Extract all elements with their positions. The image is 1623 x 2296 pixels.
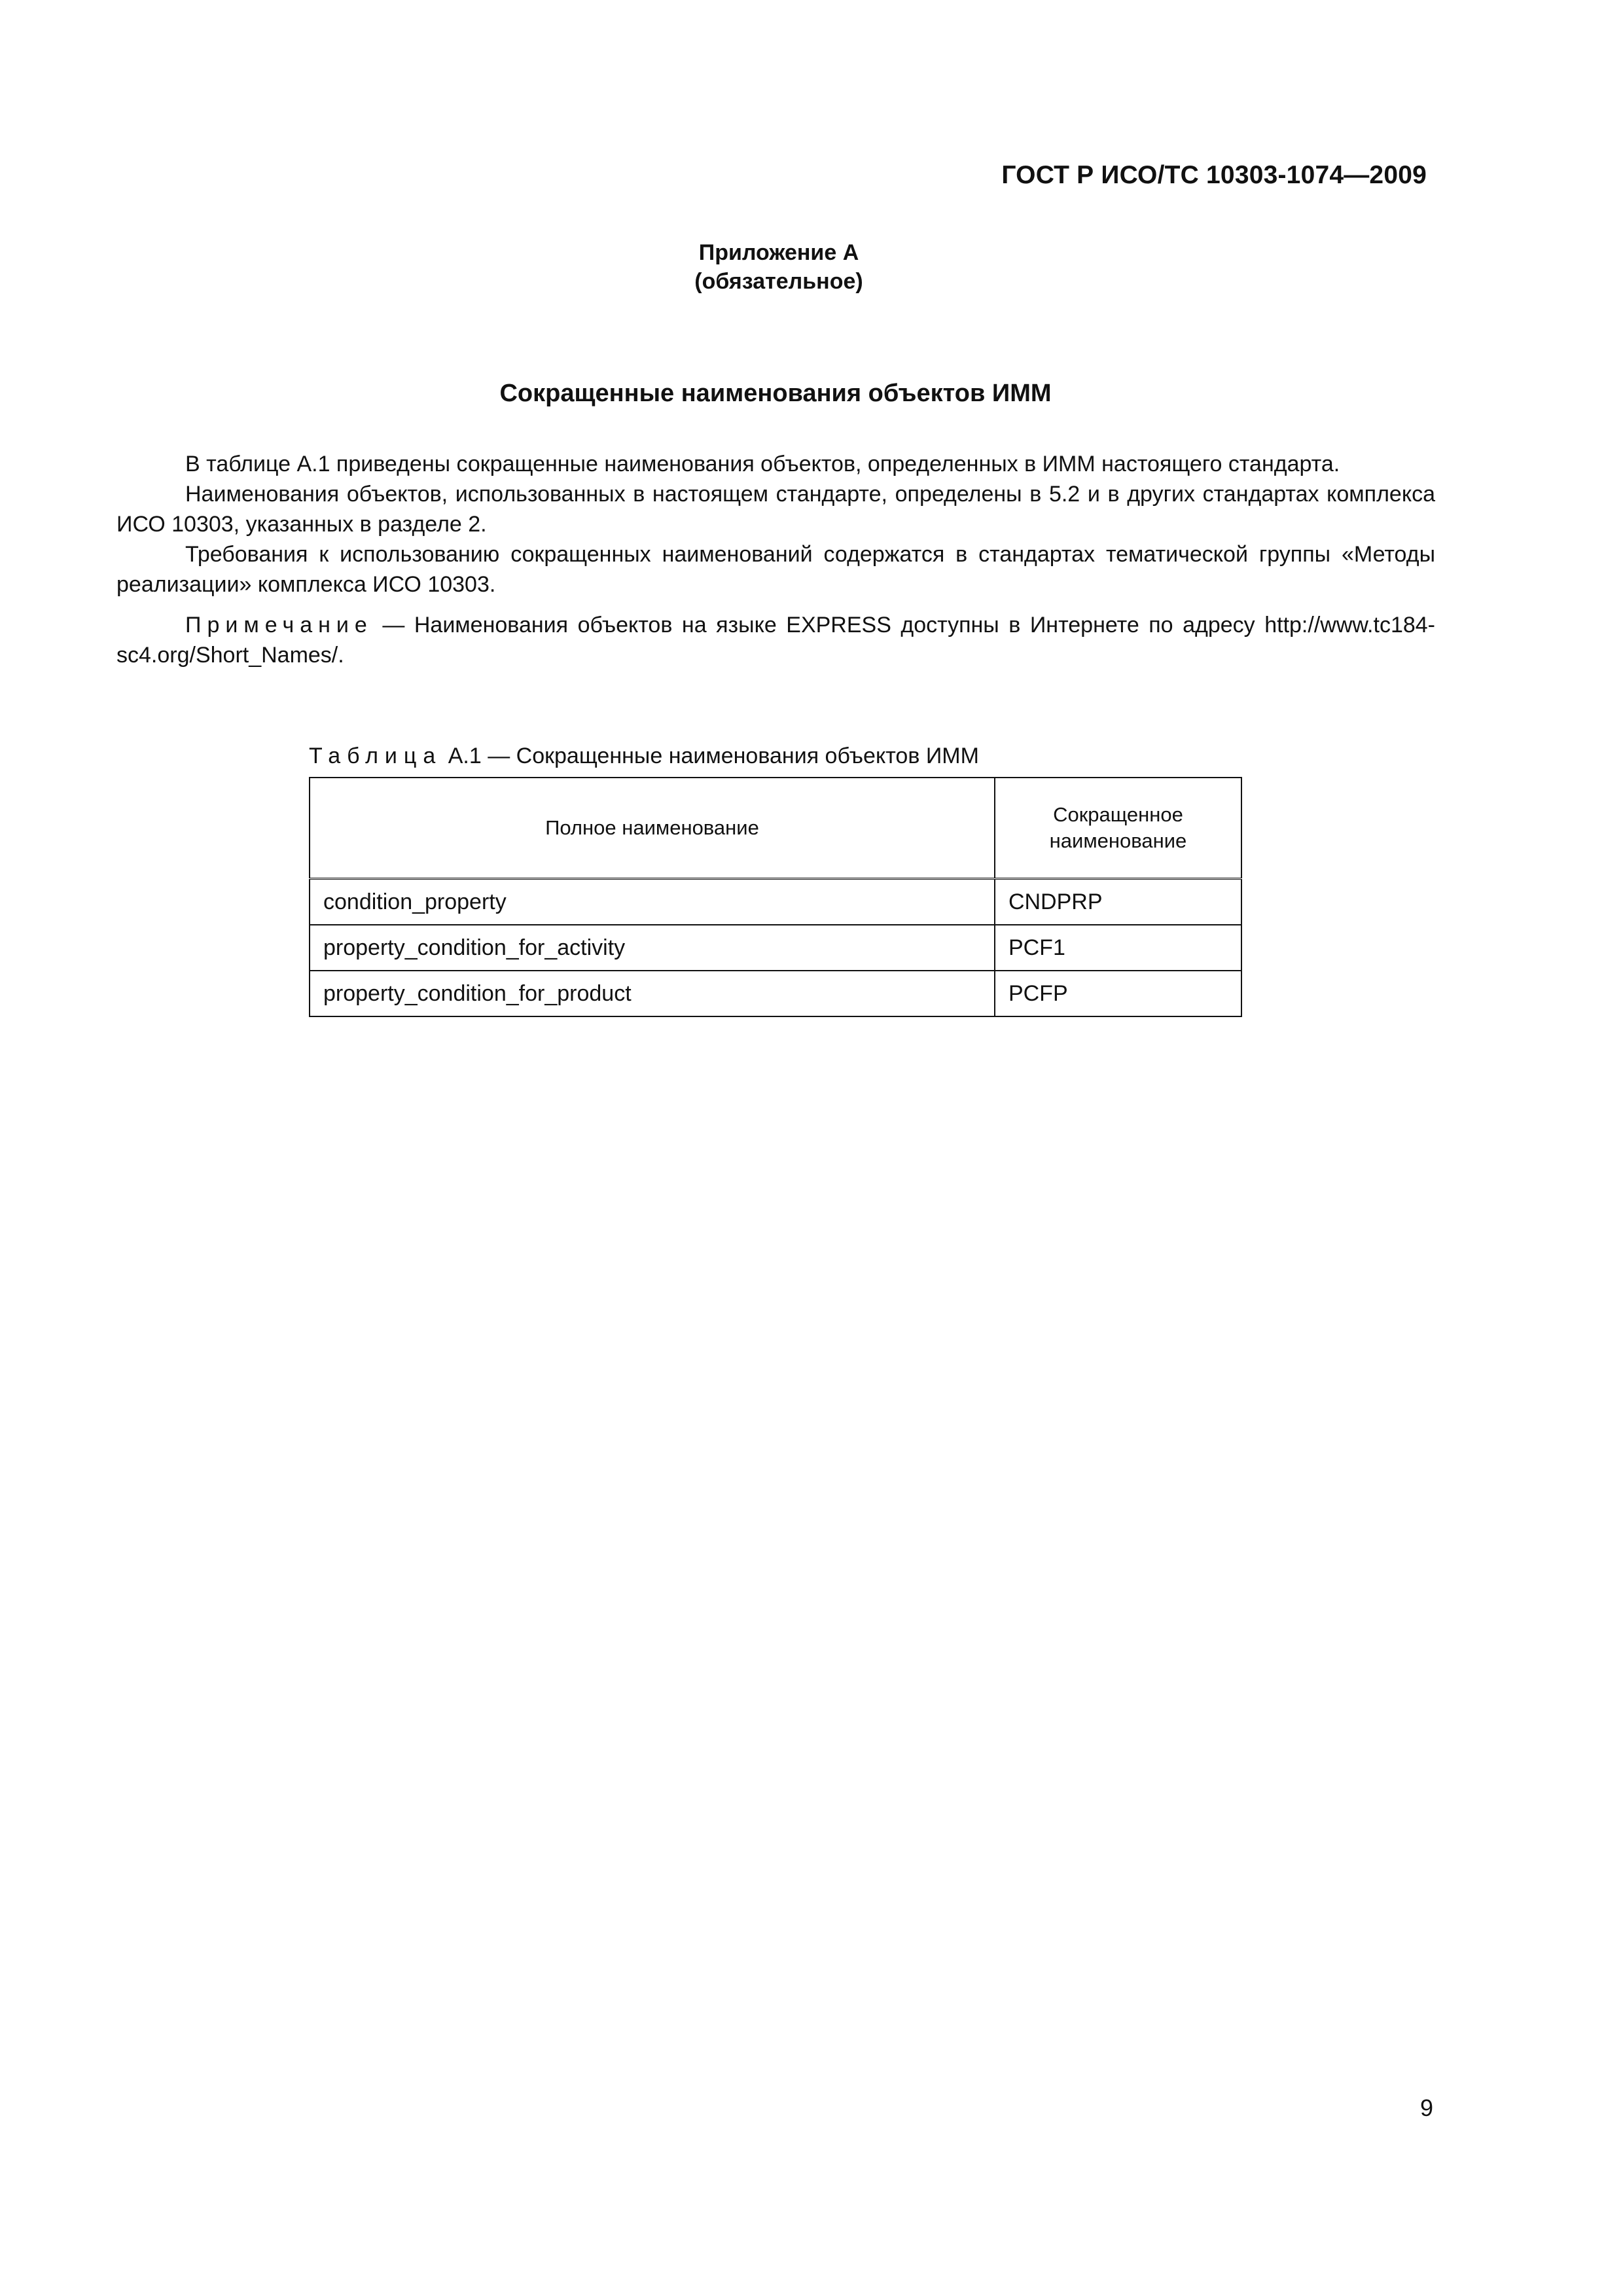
appendix-title: Приложение А (698, 240, 859, 265)
page-number: 9 (1419, 2094, 1433, 2121)
header-short-name-line2: наименование (1049, 829, 1187, 852)
table-caption-label: Таблица (309, 744, 442, 768)
document-code: ГОСТ Р ИСО/ТС 10303-1074—2009 (1001, 161, 1427, 189)
appendix-status: (обязательное) (694, 269, 863, 294)
table-row (310, 971, 1241, 1016)
cell-full-name: condition_property (310, 879, 995, 925)
cell-short-name: CNDPRP (995, 879, 1241, 925)
cell-short-name: PCFP (995, 971, 1241, 1016)
note-label: Примечание (185, 613, 373, 637)
table-header-row (310, 778, 1241, 879)
cell-short-name: PCF1 (995, 925, 1241, 971)
header-short-name (995, 778, 1241, 879)
table-caption-text: А.1 — Сокращенные наименования объектов ИММ (442, 744, 979, 768)
note-paragraph (116, 610, 1435, 670)
body-text (116, 449, 1435, 670)
paragraph: Требования к использованию сокращенных наименований содержатся в стандартах тематической группы «Методы реализации» комплекса ИСО 10303. (116, 542, 1435, 597)
paragraph: Наименования объектов, использованных в настоящем стандарте, определены в 5.2 и в других стандартах комплекса ИСО 10303, указанных в разделе 2. (116, 482, 1435, 537)
appendix-heading (0, 238, 1558, 296)
cell-full-name: property_condition_for_product (310, 971, 995, 1016)
cell-full-name: property_condition_for_activity (310, 925, 995, 971)
note-text: — Наименования объектов на языке EXPRESS доступны в Интернете по адресу http://www.tc184-sc4.org/Short_Names/. (116, 613, 1435, 668)
paragraph: В таблице А.1 приведены сокращенные наименования объектов, определенных в ИММ настоящего стандарта. (185, 452, 1340, 476)
table-caption (309, 744, 979, 769)
header-short-name-line1: Сокращенное (1053, 803, 1183, 826)
header-full-name: Полное наименование (310, 778, 995, 879)
short-names-table (309, 777, 1242, 1017)
table-row (310, 879, 1241, 925)
table-row (310, 925, 1241, 971)
section-title: Сокращенные наименования объектов ИММ (499, 380, 1052, 407)
